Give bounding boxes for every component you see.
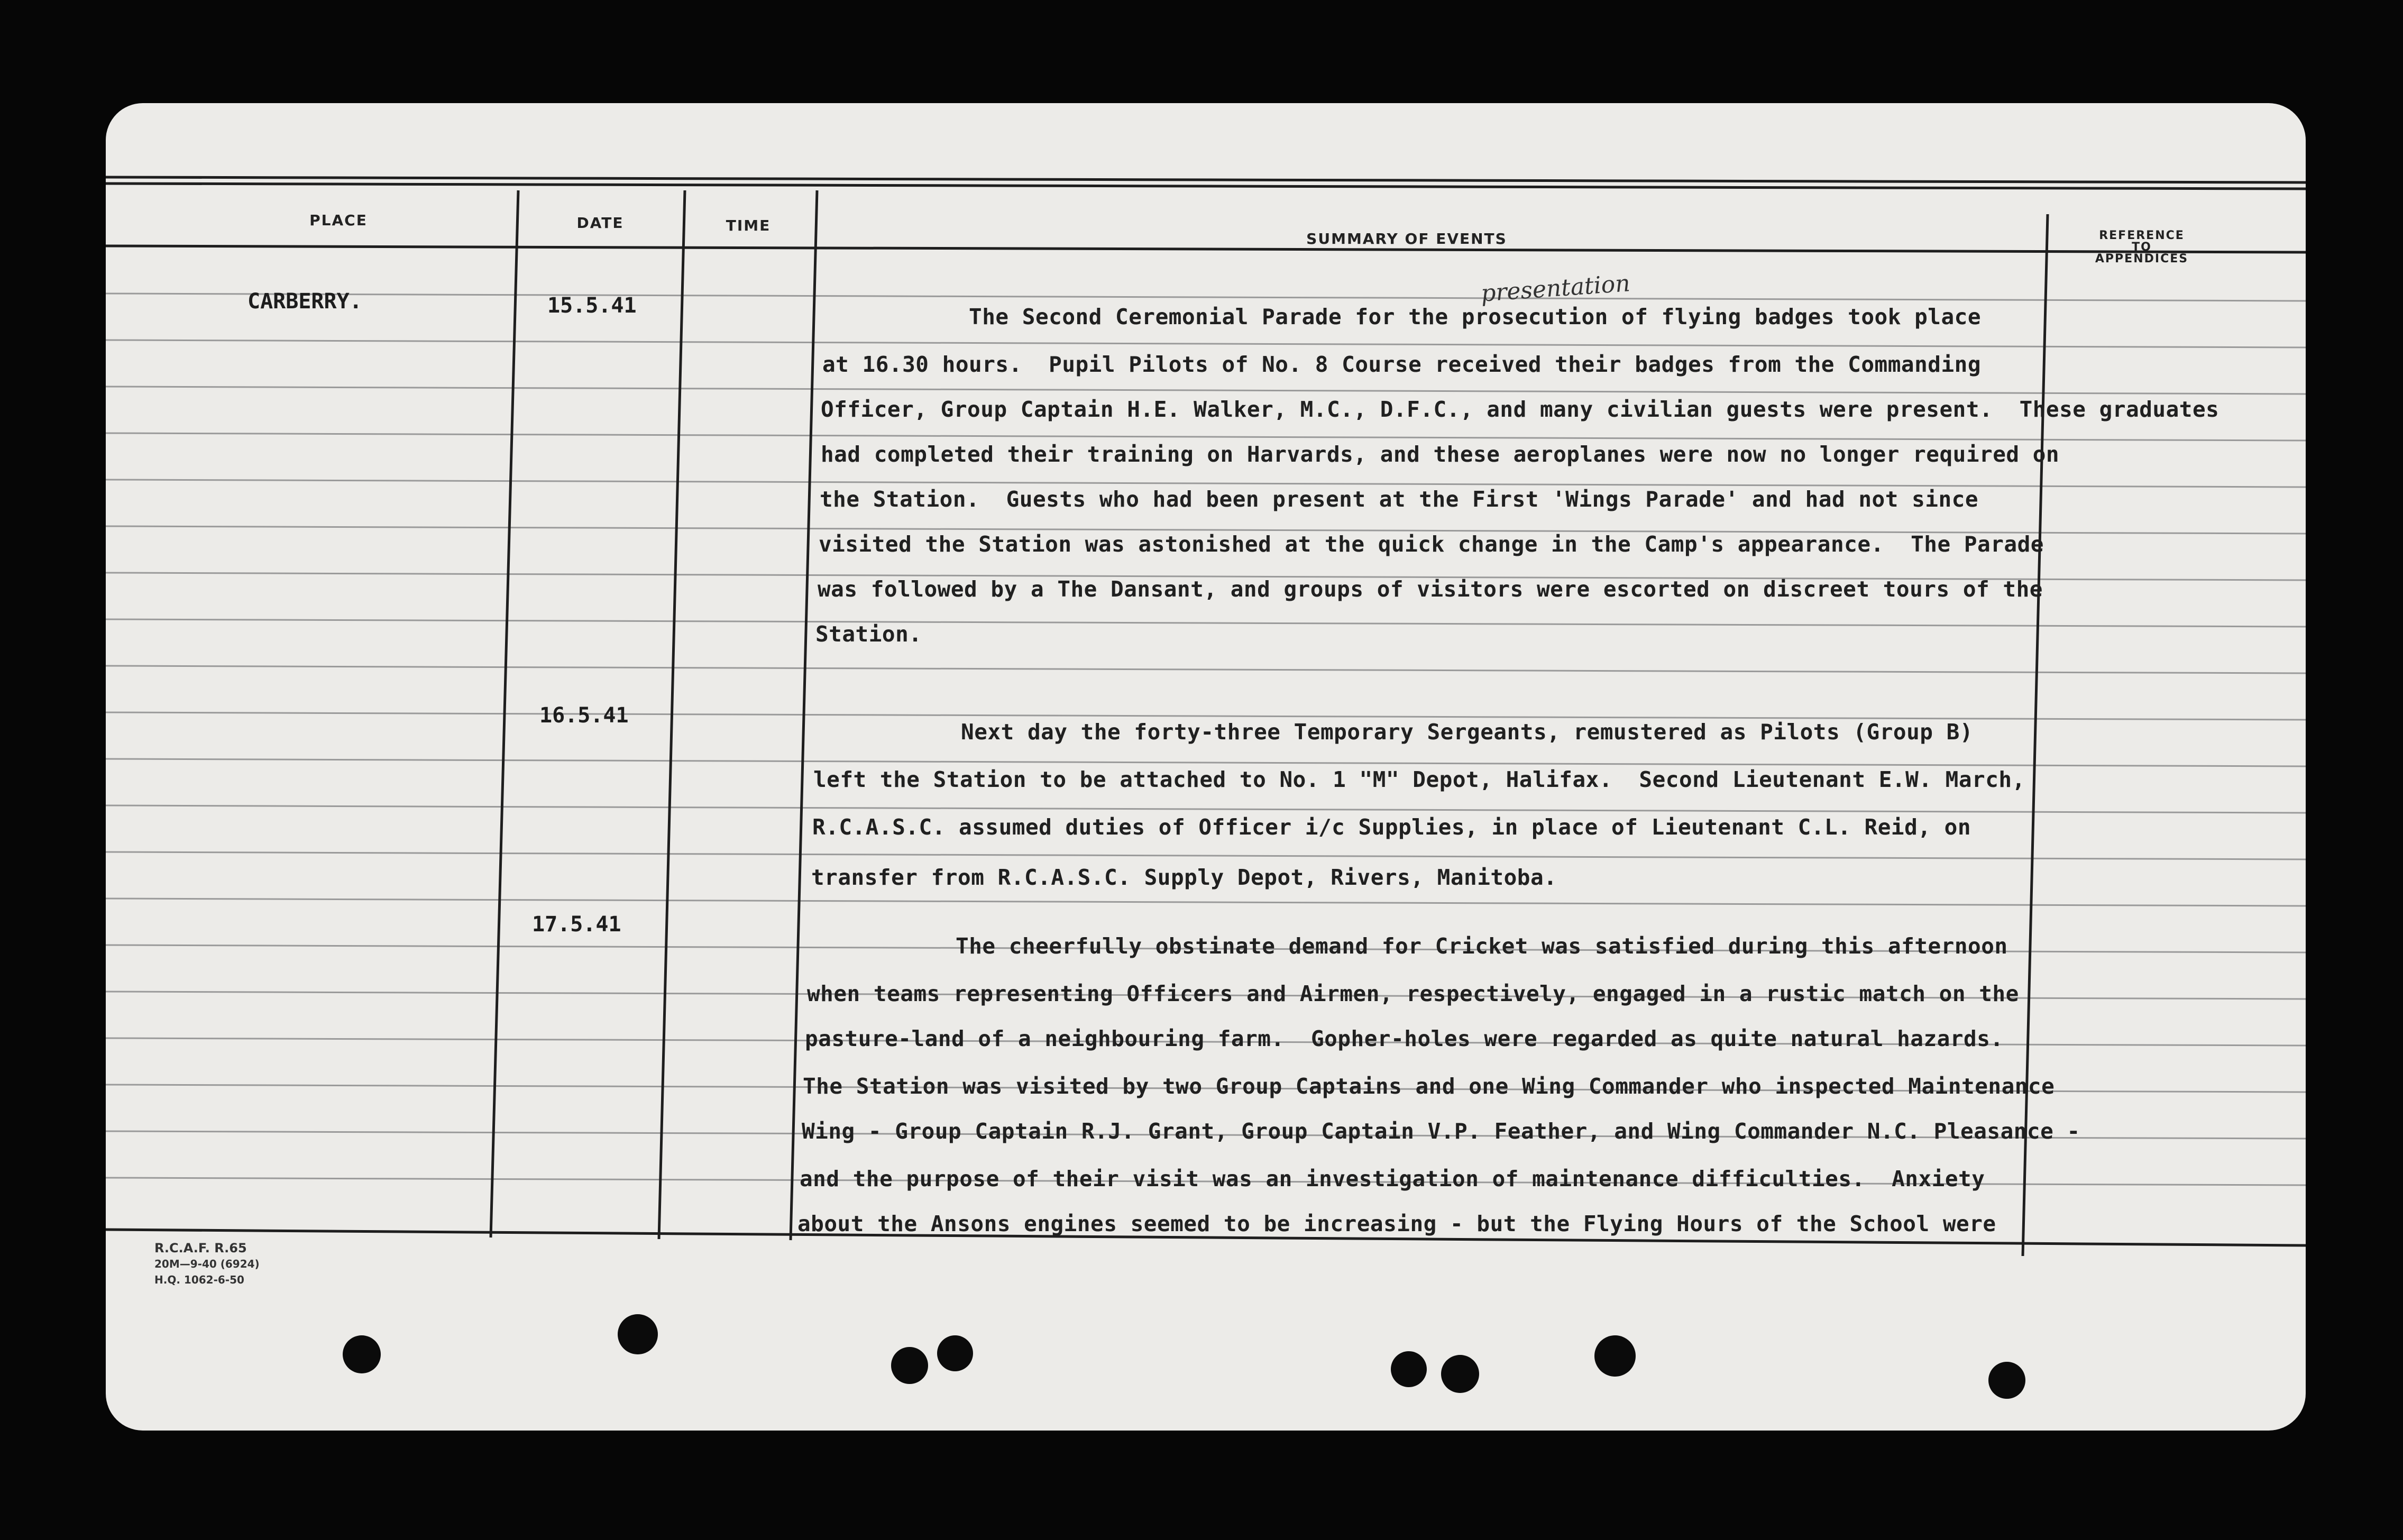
summary-line: visited the Station was astonished at the quick change in the Camp's appearance. The Parade bbox=[819, 531, 2044, 557]
form-number bbox=[154, 1240, 260, 1288]
summary-line: Station. bbox=[815, 621, 922, 647]
punch-hole bbox=[1391, 1351, 1427, 1387]
place-value: CARBERRY. bbox=[247, 289, 362, 314]
handwritten-annotation: presentation bbox=[1480, 270, 1631, 307]
date-value-3: 17.5.41 bbox=[532, 912, 621, 937]
summary-line: was followed by a The Dansant, and groups of visitors were escorted on discreet tours of the bbox=[818, 576, 2043, 602]
header-reference bbox=[2078, 230, 2205, 265]
summary-line: The Second Ceremonial Parade for the prosecution of flying badges took place bbox=[822, 304, 1982, 329]
punch-hole bbox=[343, 1335, 381, 1373]
summary-line: about the Ansons engines seemed to be increasing - but the Flying Hours of the School were bbox=[797, 1211, 1996, 1236]
reference-line-1: REFERENCE bbox=[2099, 229, 2185, 242]
punch-hole bbox=[1441, 1355, 1479, 1393]
summary-line: pasture-land of a neighbouring farm. Gopher-holes were regarded as quite natural hazards. bbox=[805, 1026, 2004, 1051]
date-value-1: 15.5.41 bbox=[547, 294, 637, 318]
summary-line: The cheerfully obstinate demand for Cricket was satisfied during this afternoon bbox=[809, 933, 2008, 959]
summary-line: The Station was visited by two Group Captains and one Wing Commander who inspected Maintenance bbox=[803, 1074, 2055, 1099]
punch-hole bbox=[891, 1347, 928, 1384]
header-date: DATE bbox=[576, 214, 624, 232]
summary-line: when teams representing Officers and Airmen, respectively, engaged in a rustic match on the bbox=[807, 981, 2019, 1006]
summary-line: Wing - Group Captain R.J. Grant, Group Captain V.P. Feather, and Wing Commander N.C. Pleasance - bbox=[802, 1119, 2080, 1144]
summary-line: and the purpose of their visit was an investigation of maintenance difficulties. Anxiety bbox=[800, 1166, 1985, 1191]
summary-line: left the Station to be attached to No. 1 "M" Depot, Halifax. Second Lieutenant E.W. March, bbox=[813, 767, 2025, 792]
form-number-line-1: R.C.A.F. R.65 bbox=[154, 1241, 247, 1255]
punch-hole bbox=[1594, 1335, 1636, 1377]
reference-line-2: TO bbox=[2132, 241, 2152, 254]
header-summary: SUMMARY OF EVENTS bbox=[1306, 230, 1507, 248]
punch-hole bbox=[1988, 1362, 2025, 1399]
summary-line: Officer, Group Captain H.E. Walker, M.C., D.F.C., and many civilian guests were present. These graduates bbox=[821, 397, 2219, 422]
form-number-line-2: 20M—9-40 (6924) bbox=[154, 1258, 260, 1270]
header-time: TIME bbox=[726, 217, 771, 234]
reference-line-3: APPENDICES bbox=[2095, 252, 2189, 265]
diary-card bbox=[106, 103, 2306, 1431]
header-place: PLACE bbox=[309, 212, 368, 229]
summary-line: the Station. Guests who had been present at the First 'Wings Parade' and had not since bbox=[820, 487, 1979, 512]
summary-line: transfer from R.C.A.S.C. Supply Depot, Rivers, Manitoba. bbox=[811, 865, 1557, 890]
summary-line: at 16.30 hours. Pupil Pilots of No. 8 Course received their badges from the Commanding bbox=[822, 352, 1982, 377]
punch-hole bbox=[618, 1314, 658, 1354]
summary-line: Next day the forty-three Temporary Sergeants, remustered as Pilots (Group B) bbox=[814, 719, 1974, 745]
date-value-2: 16.5.41 bbox=[539, 703, 629, 728]
summary-line: had completed their training on Harvards, and these aeroplanes were now no longer required on bbox=[821, 442, 2060, 467]
form-number-line-3: H.Q. 1062-6-50 bbox=[154, 1273, 244, 1286]
punch-hole bbox=[937, 1335, 973, 1371]
summary-line: R.C.A.S.C. assumed duties of Officer i/c Supplies, in place of Lieutenant C.L. Reid, on bbox=[812, 814, 1971, 840]
